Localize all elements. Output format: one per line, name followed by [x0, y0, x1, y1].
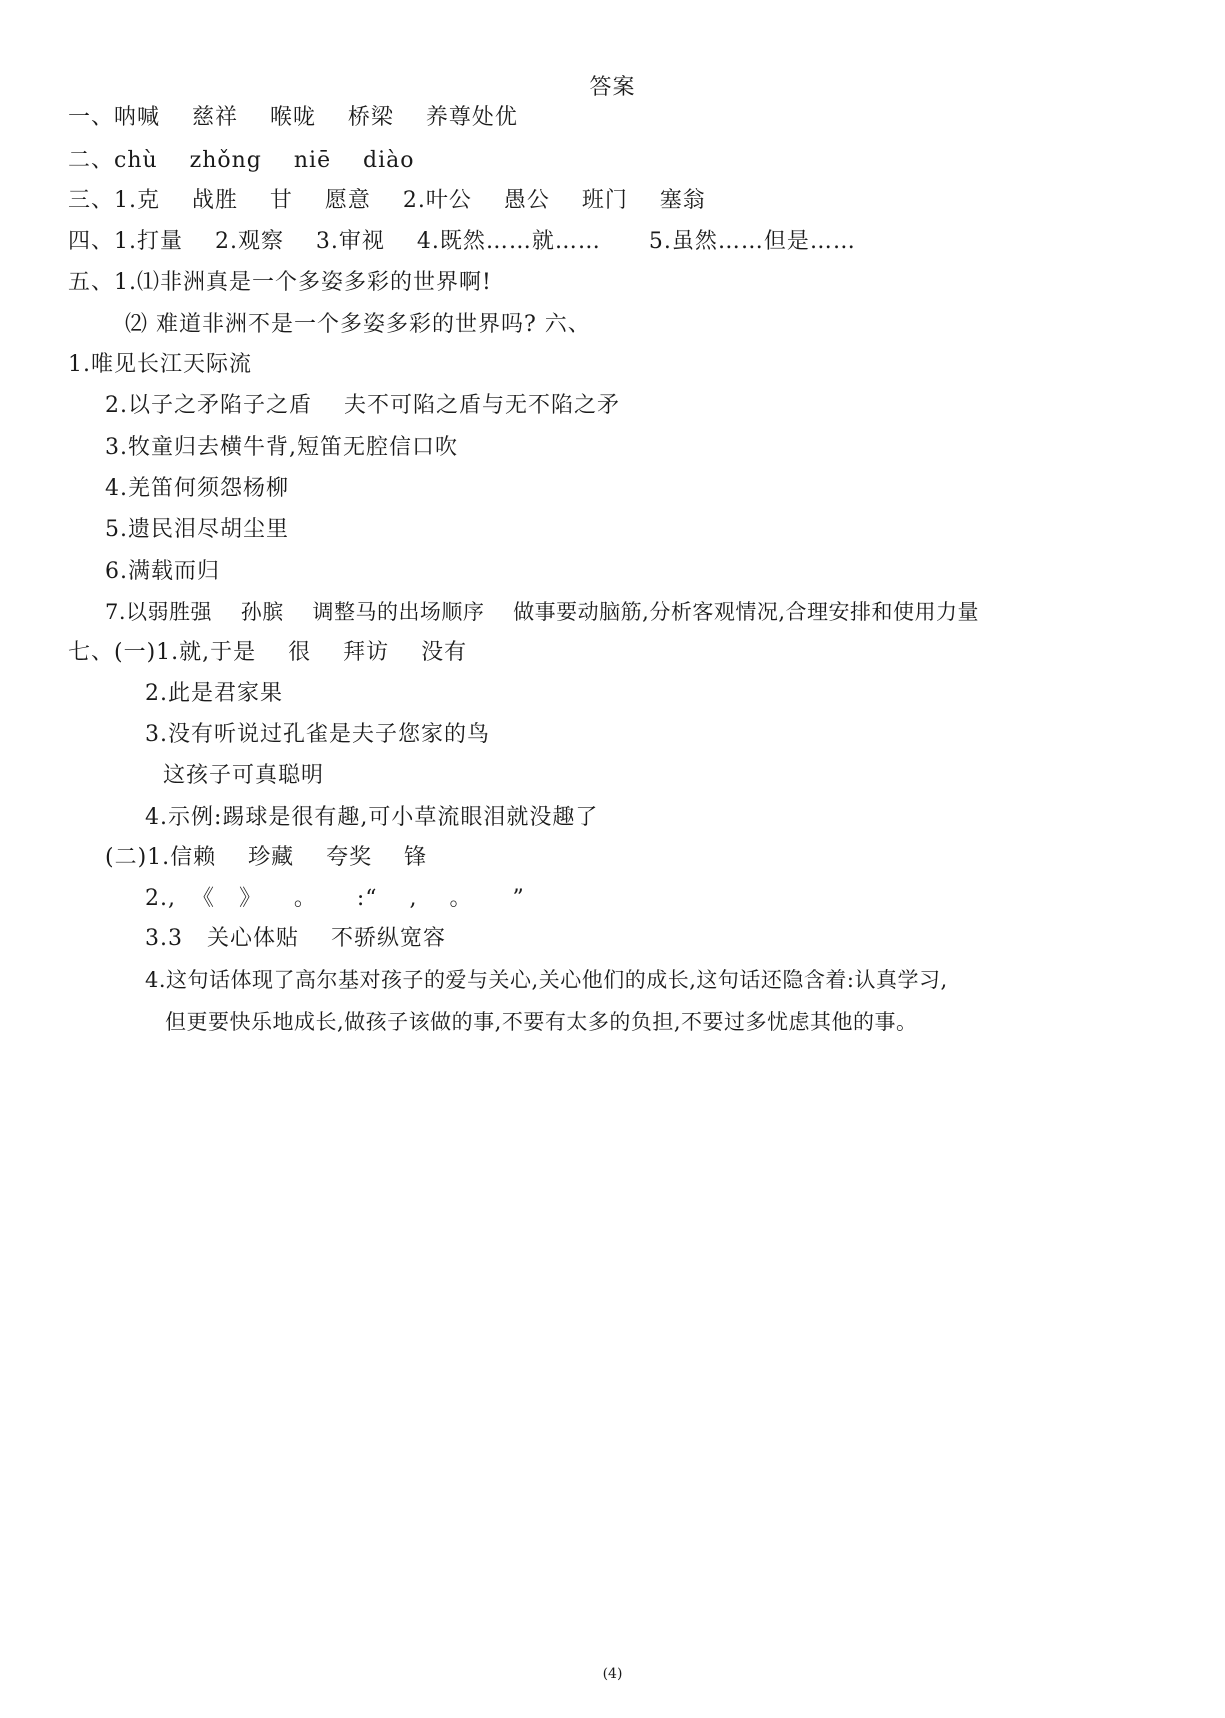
answer-section-7-part-1-item-3-continued: 这孩子可真聪明: [163, 763, 325, 788]
answer-section-7-part-1-item-4: 4.示例:踢球是很有趣,可小草流眼泪就没趣了: [145, 805, 599, 830]
answer-section-6-item-7: 7.以弱胜强 孙膑 调整马的出场顺序 做事要动脑筋,分析客观情况,合理安排和使用力量: [105, 600, 979, 624]
answer-section-5-item-1: 五、1.⑴非洲真是一个多姿多彩的世界啊!: [68, 270, 492, 295]
answer-section-4: 四、1.打量 2.观察 3.审视 4.既然……就…… 5.虽然……但是……: [68, 229, 856, 254]
answer-section-6-item-1: 1.唯见长江天际流: [68, 352, 252, 377]
answer-section-7-part-1-item-2: 2.此是君家果: [145, 681, 283, 706]
answer-section-7-part-2-item-2: 2., 《 》 。 :“ , 。 ”: [145, 886, 525, 911]
answer-section-6-item-6: 6.满载而归: [105, 559, 220, 584]
answer-section-5-item-2: ⑵ 难道非洲不是一个多姿多彩的世界吗? 六、: [125, 312, 591, 337]
answer-section-7-part-2-item-1: (二)1.信赖 珍藏 夸奖 锋: [105, 845, 428, 870]
answer-section-6-item-2: 2.以子之矛陷子之盾 夫不可陷之盾与无不陷之矛: [105, 393, 620, 418]
page-title: 答案: [589, 75, 636, 100]
answer-section-1: 一、呐喊 慈祥 喉咙 桥梁 养尊处优: [68, 105, 518, 130]
answer-section-7-part-1-item-3: 3.没有听说过孔雀是夫子您家的鸟: [145, 722, 490, 747]
answer-section-2: 二、chù zhǒng niē diào: [68, 148, 415, 173]
answer-section-6-item-5: 5.遗民泪尽胡尘里: [105, 517, 289, 542]
answer-section-6-item-4: 4.羌笛何须怨杨柳: [105, 476, 289, 501]
answer-section-3: 三、1.克 战胜 甘 愿意 2.叶公 愚公 班门 塞翁: [68, 188, 706, 213]
answer-section-7-part-2-item-3: 3.3 关心体贴 不骄纵宽容: [145, 926, 446, 951]
answer-section-7-part-1-item-1: 七、(一)1.就,于是 很 拜访 没有: [68, 640, 468, 665]
answer-section-7-part-2-item-4-continued: 但更要快乐地成长,做孩子该做的事,不要有太多的负担,不要过多忧虑其他的事。: [165, 1010, 918, 1034]
answer-section-6-item-3: 3.牧童归去横牛背,短笛无腔信口吹: [105, 435, 458, 460]
page-number: (4): [602, 1666, 623, 1682]
answer-section-7-part-2-item-4: 4.这句话体现了高尔基对孩子的爱与关心,关心他们的成长,这句话还隐含着:认真学习,: [145, 968, 948, 992]
